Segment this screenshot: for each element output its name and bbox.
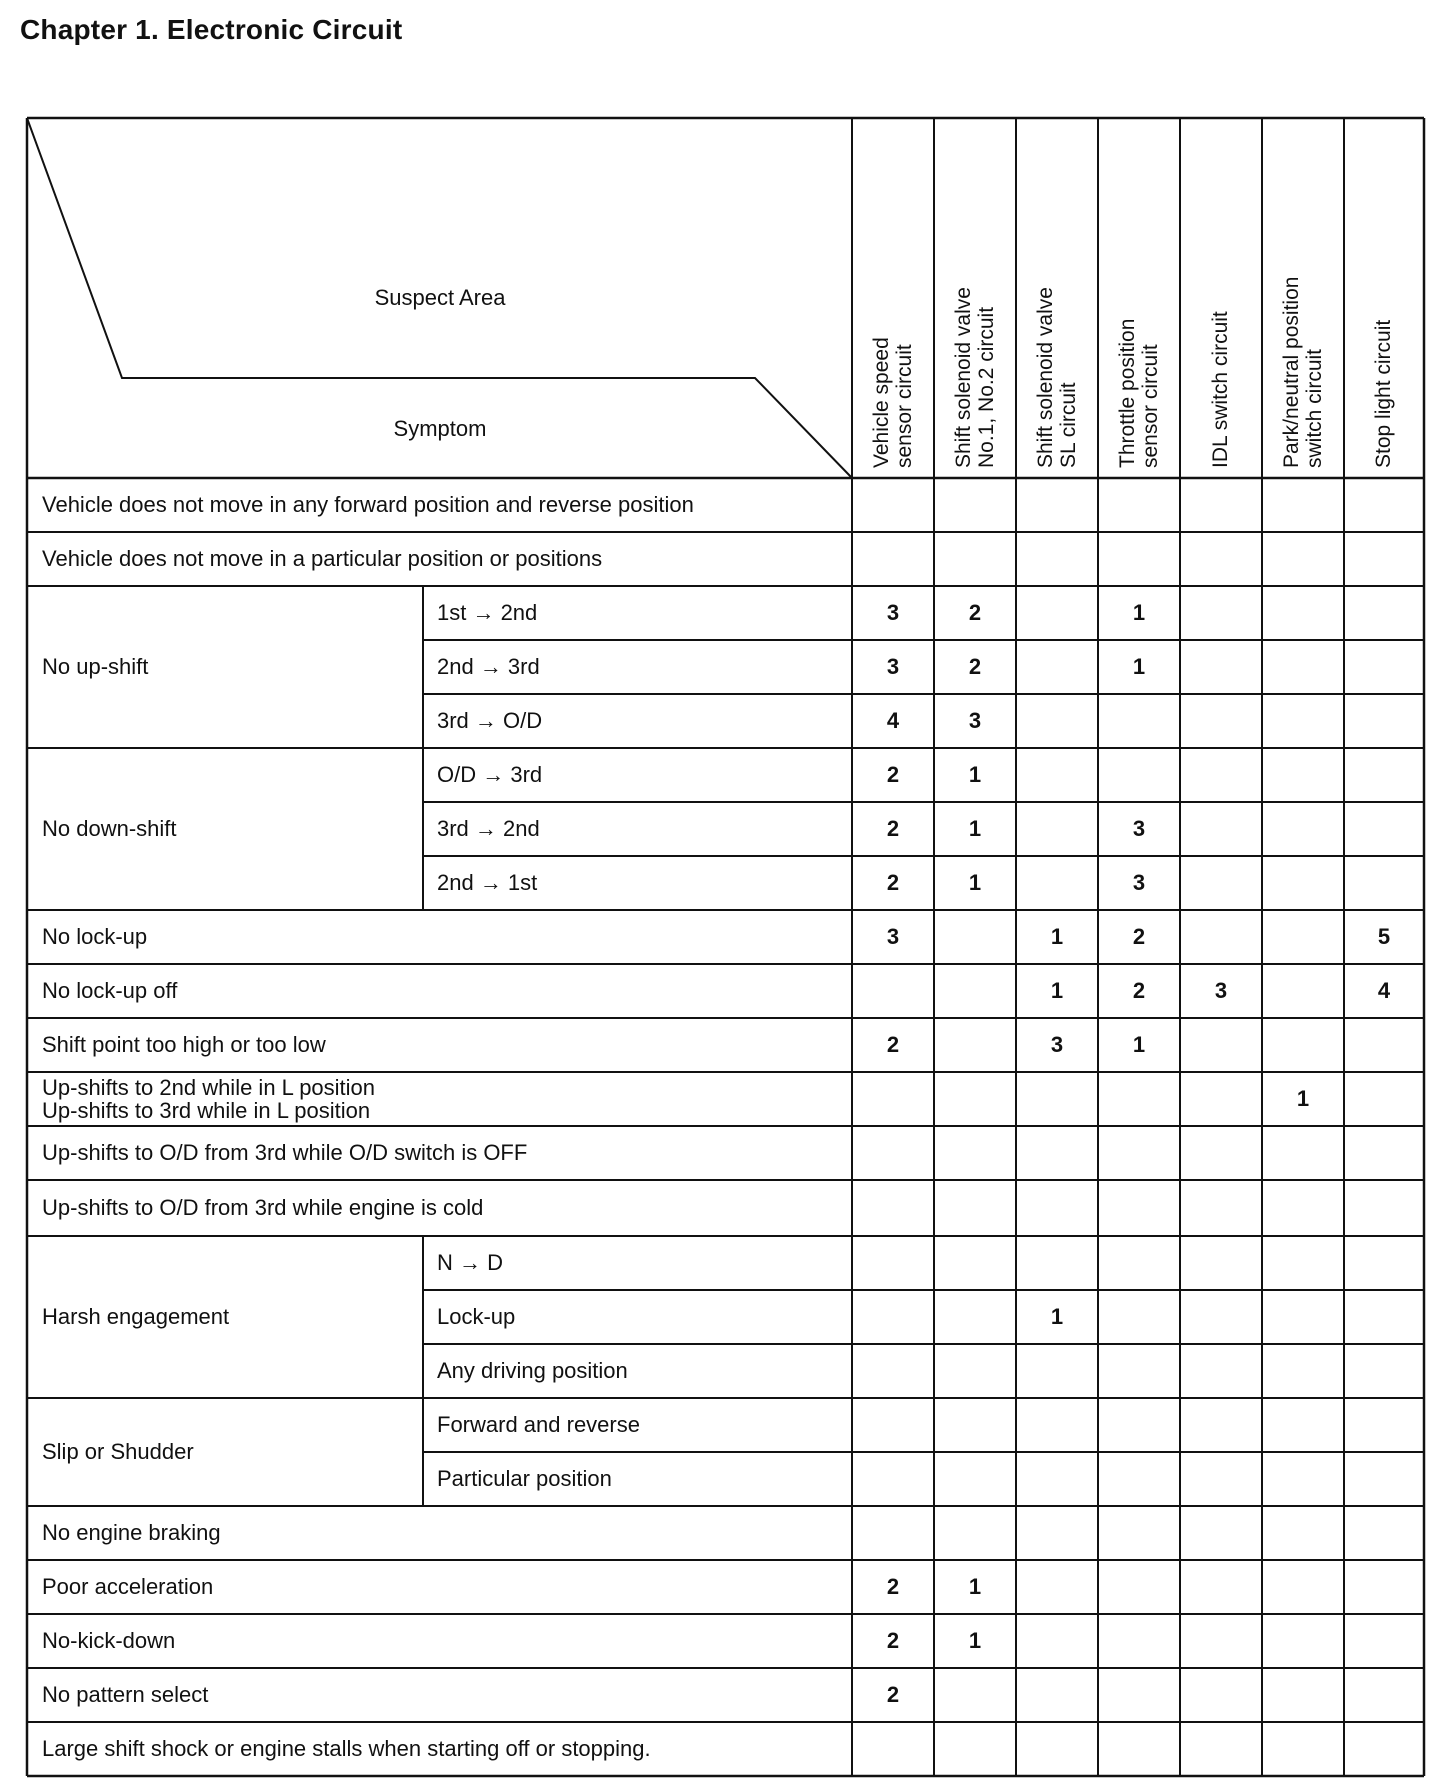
row-symptom: Vehicle does not move in a particular position or positions	[42, 545, 603, 571]
column-header-line: Stop light circuit	[1372, 319, 1396, 468]
row-symptom: O/D → 3rd	[437, 761, 543, 787]
row-symptom: Vehicle does not move in any forward position and reverse position	[42, 491, 694, 517]
priority-value: 3	[886, 653, 900, 679]
group-label: Slip or Shudder	[42, 1438, 194, 1464]
column-header-line: Shift solenoid valve	[1033, 287, 1057, 468]
row-symptom: No lock-up	[42, 923, 148, 949]
column-header-line: Vehicle speed	[869, 337, 893, 468]
column-header-line: sensor circuit	[893, 344, 916, 468]
group-label: No up-shift	[42, 653, 149, 679]
priority-value: 3	[1050, 1031, 1064, 1057]
priority-value: 1	[1132, 1031, 1146, 1057]
priority-value: 2	[886, 1031, 900, 1057]
symptom-label: Symptom	[393, 416, 487, 441]
priority-value: 2	[1132, 977, 1146, 1003]
row-symptom: Particular position	[437, 1465, 612, 1491]
row-symptom: Shift point too high or too low	[42, 1031, 326, 1057]
column-header-line: Park/neutral position	[1279, 276, 1303, 468]
priority-value: 2	[886, 1627, 900, 1653]
column-header	[1016, 128, 1098, 468]
column-header-line: IDL switch circuit	[1209, 311, 1233, 468]
priority-value: 3	[1132, 869, 1146, 895]
row-symptom: 1st → 2nd	[437, 599, 538, 625]
priority-value: 3	[886, 599, 900, 625]
column-header	[1180, 128, 1262, 468]
priority-value: 3	[1132, 815, 1146, 841]
row-symptom-line: Up-shifts to 3rd while in L position	[42, 1098, 371, 1123]
priority-value: 1	[968, 1627, 982, 1653]
priority-value: 3	[886, 923, 900, 949]
column-header-line: Throttle position	[1115, 318, 1139, 468]
priority-value: 1	[1132, 653, 1146, 679]
row-symptom: Any driving position	[437, 1357, 628, 1383]
priority-value: 2	[886, 815, 900, 841]
priority-value: 2	[886, 869, 900, 895]
priority-value: 1	[968, 1573, 982, 1599]
priority-value: 1	[968, 761, 982, 787]
row-symptom-line: Up-shifts to 2nd while in L position	[42, 1074, 376, 1100]
row-symptom: Large shift shock or engine stalls when starting off or stopping.	[42, 1735, 651, 1761]
row-symptom: Up-shifts to O/D from 3rd while O/D switch is OFF	[42, 1139, 528, 1165]
priority-value: 2	[886, 1681, 900, 1707]
priority-value: 1	[1050, 923, 1064, 949]
priority-value: 3	[968, 707, 982, 733]
row-symptom: No pattern select	[42, 1681, 209, 1707]
row-symptom	[42, 1072, 846, 1126]
row-symptom: No lock-up off	[42, 977, 178, 1003]
priority-value: 2	[968, 599, 982, 625]
column-header-line: sensor circuit	[1139, 344, 1162, 468]
column-header	[852, 128, 934, 468]
group-label: No down-shift	[42, 815, 177, 841]
row-symptom: No engine braking	[42, 1519, 221, 1545]
priority-value: 3	[1214, 977, 1228, 1003]
row-symptom: 3rd → O/D	[437, 707, 543, 733]
row-symptom: 2nd → 1st	[437, 869, 538, 895]
suspect-area-label: Suspect Area	[374, 285, 506, 310]
row-symptom: N → D	[437, 1249, 503, 1275]
column-header-line: No.1, No.2 circuit	[975, 306, 998, 468]
row-symptom: Forward and reverse	[437, 1411, 640, 1437]
row-symptom: Lock-up	[437, 1303, 516, 1329]
priority-value: 1	[1296, 1085, 1310, 1111]
priority-value: 2	[886, 1573, 900, 1599]
column-header	[1262, 128, 1344, 468]
priority-value: 5	[1377, 923, 1391, 949]
column-header-line: Shift solenoid valve	[951, 287, 975, 468]
row-symptom: Up-shifts to O/D from 3rd while engine is cold	[42, 1194, 484, 1220]
priority-value: 1	[1132, 599, 1146, 625]
column-header-line: SL circuit	[1057, 382, 1080, 468]
priority-value: 2	[886, 761, 900, 787]
priority-value: 1	[968, 815, 982, 841]
priority-value: 2	[968, 653, 982, 679]
group-label: Harsh engagement	[42, 1303, 230, 1329]
row-symptom: No-kick-down	[42, 1627, 176, 1653]
column-header	[1098, 128, 1180, 468]
page-title: Chapter 1. Electronic Circuit	[20, 14, 403, 45]
priority-value: 4	[886, 707, 900, 733]
priority-value: 4	[1377, 977, 1391, 1003]
row-symptom: Poor acceleration	[42, 1573, 214, 1599]
column-header	[1344, 128, 1424, 468]
priority-value: 1	[1050, 977, 1064, 1003]
priority-value: 2	[1132, 923, 1146, 949]
priority-value: 1	[968, 869, 982, 895]
row-symptom: 2nd → 3rd	[437, 653, 540, 679]
column-header-line: switch circuit	[1303, 348, 1326, 468]
column-header	[934, 128, 1016, 468]
priority-value: 1	[1050, 1303, 1064, 1329]
row-symptom: 3rd → 2nd	[437, 815, 540, 841]
